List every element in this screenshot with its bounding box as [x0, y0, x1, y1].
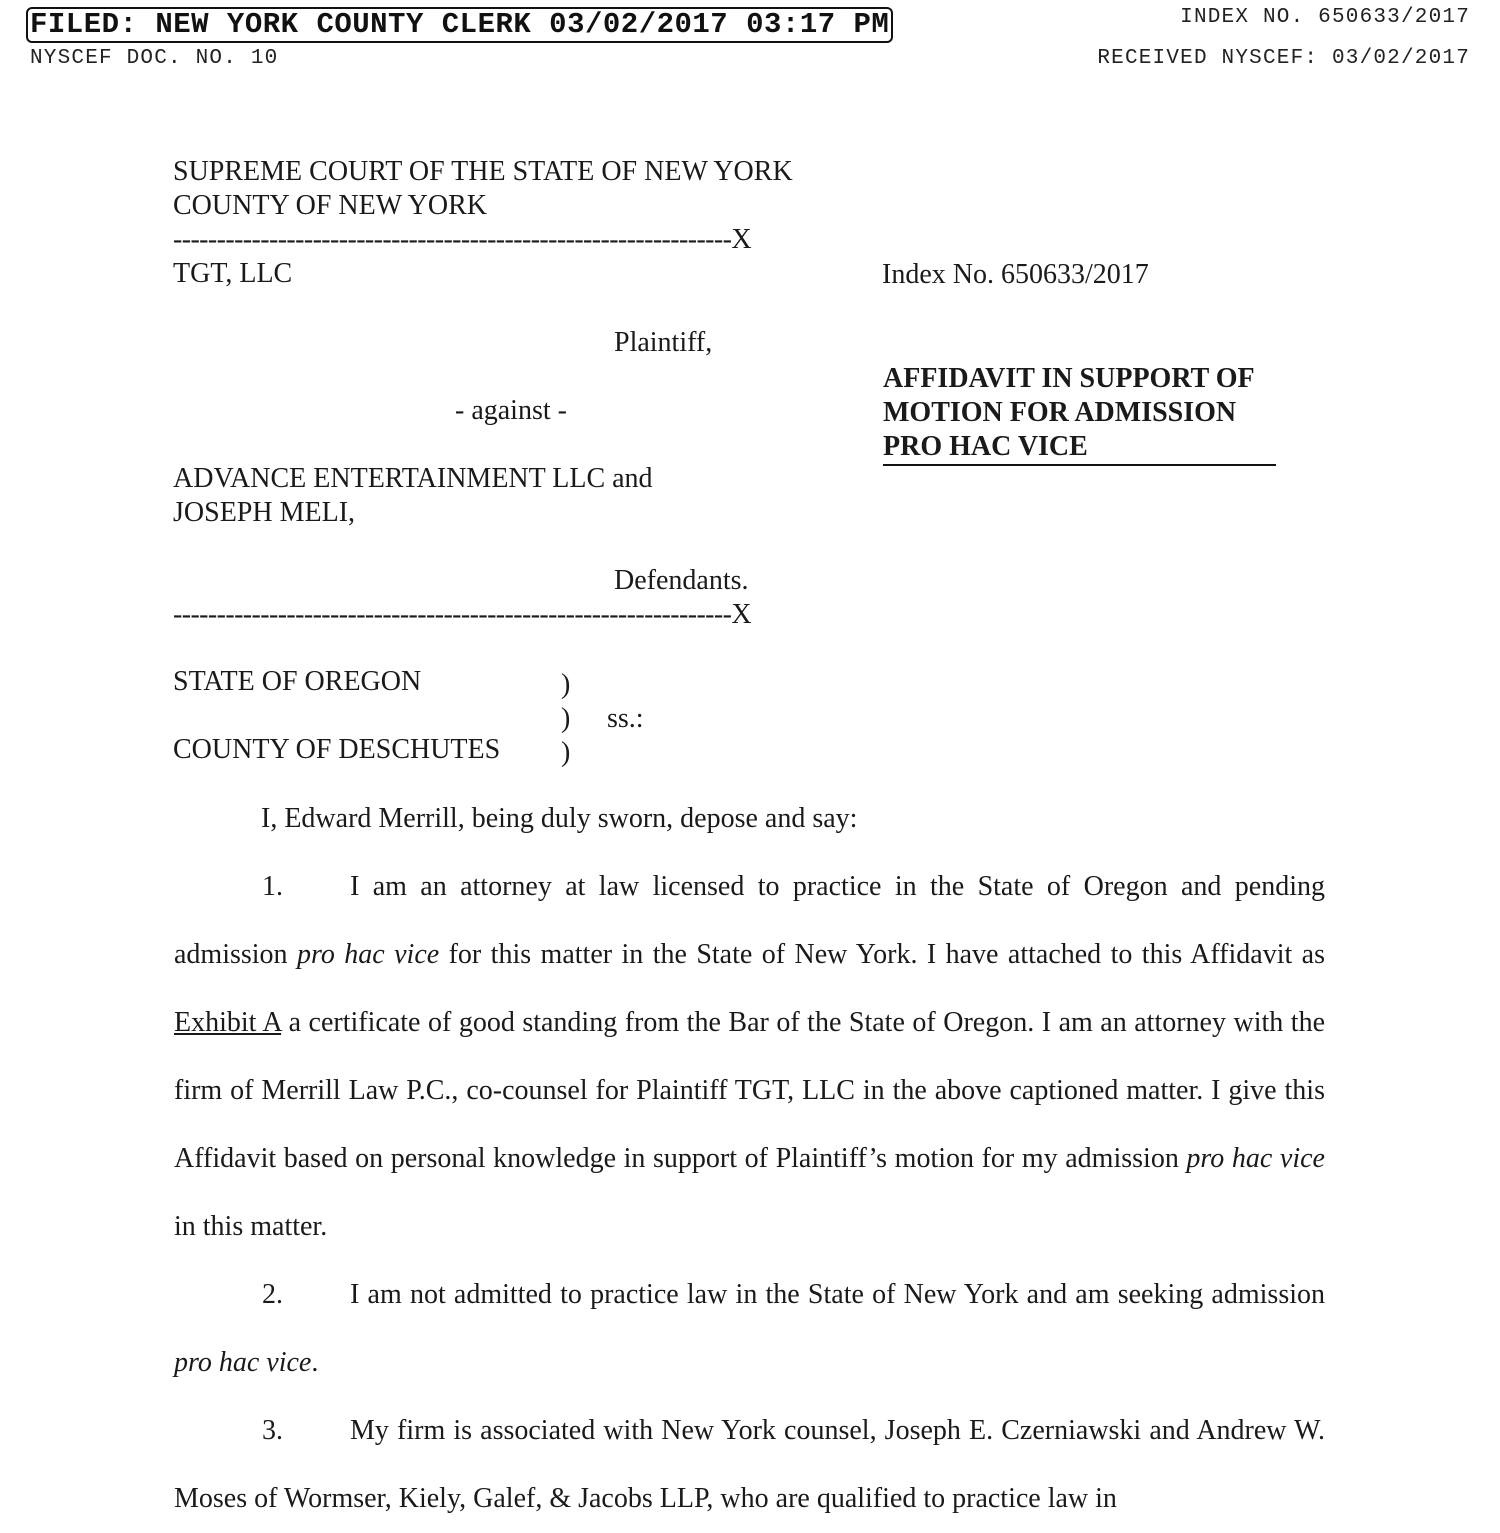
paragraph-1-text-c: a certificate of good standing from the Bar of the State of Oregon. I am an attorney with the firm of Merrill Law P.C., co-counsel for Plaintiff TGT, LLC in the above captioned matter. I give this Affidavit based on personal knowledge in support of Plaintiff’s motion for my admission	[174, 1007, 1325, 1174]
court-name: SUPREME COURT OF THE STATE OF NEW YORK	[173, 156, 793, 187]
paragraph-1	[174, 853, 1325, 1261]
venue-ss: ss.:	[607, 703, 644, 734]
nyscef-doc-number: NYSCEF DOC. NO. 10	[30, 47, 279, 70]
paragraph-1-text-b: for this matter in the State of New York. I have attached to this Affidavit as	[439, 939, 1325, 970]
paragraph-2-number: 2.	[262, 1279, 283, 1310]
filed-stamp: FILED: NEW YORK COUNTY CLERK 03/02/2017 03:17 PM	[26, 7, 893, 43]
court-county: COUNTY OF NEW YORK	[173, 190, 487, 221]
venue-paren-3: )	[561, 737, 571, 768]
index-number-header: INDEX NO. 650633/2017	[1180, 6, 1470, 29]
paragraph-1-latin-1: pro hac vice	[296, 939, 440, 970]
exhibit-a-reference: Exhibit A	[174, 1007, 282, 1038]
title-line-1: AFFIDAVIT IN SUPPORT OF	[883, 363, 1255, 394]
venue-county: COUNTY OF DESCHUTES	[173, 734, 501, 765]
paragraph-2-text-a: I am not admitted to practice law in the State of New York and am seeking admission	[350, 1279, 1325, 1310]
title-line-2: MOTION FOR ADMISSION	[883, 397, 1237, 428]
plaintiff-role: Plaintiff,	[614, 327, 713, 358]
defendants-role: Defendants.	[614, 565, 749, 596]
paragraph-1-number: 1.	[262, 871, 283, 902]
against-label: - against -	[455, 395, 567, 426]
caption-divider-bottom: ----------------------------------------------------------------X	[173, 599, 751, 630]
affidavit-intro: I, Edward Merrill, being duly sworn, depose and say:	[261, 803, 858, 834]
paragraph-2	[174, 1261, 1325, 1397]
title-line-3: PRO HAC VICE	[883, 430, 1276, 466]
paragraph-2-text-b: .	[311, 1347, 319, 1378]
received-date: RECEIVED NYSCEF: 03/02/2017	[1097, 47, 1470, 70]
paragraph-1-text-d: in this matter.	[174, 1211, 328, 1242]
plaintiff-name: TGT, LLC	[173, 258, 293, 289]
defendant-line-1: ADVANCE ENTERTAINMENT LLC and	[173, 463, 653, 494]
paragraph-1-latin-2: pro hac vice	[1186, 1143, 1325, 1174]
paragraph-3-text: My firm is associated with New York counsel, Joseph E. Czerniawski and Andrew W. Moses of Wormser, Kiely, Galef, & Jacobs LLP, who are qualified to practice law in	[174, 1415, 1325, 1514]
paragraph-3	[174, 1397, 1325, 1533]
venue-paren-2: )	[561, 703, 571, 734]
caption-divider-top: ----------------------------------------------------------------X	[173, 224, 751, 255]
document-title	[883, 362, 1276, 466]
venue-paren-1: )	[561, 669, 571, 700]
index-number-caption: Index No. 650633/2017	[882, 259, 1149, 290]
paragraph-2-latin: pro hac vice	[174, 1347, 312, 1378]
court-heading	[173, 155, 793, 223]
venue-state: STATE OF OREGON	[173, 666, 422, 697]
defendants-names	[173, 462, 653, 530]
paragraph-1-text-a: I am an attorney at law licensed to practice in the State of Oregon and pending admission	[174, 871, 1325, 970]
affidavit-body	[174, 853, 1325, 1533]
paragraph-3-number: 3.	[262, 1415, 283, 1446]
defendant-line-2: JOSEPH MELI,	[173, 497, 356, 528]
